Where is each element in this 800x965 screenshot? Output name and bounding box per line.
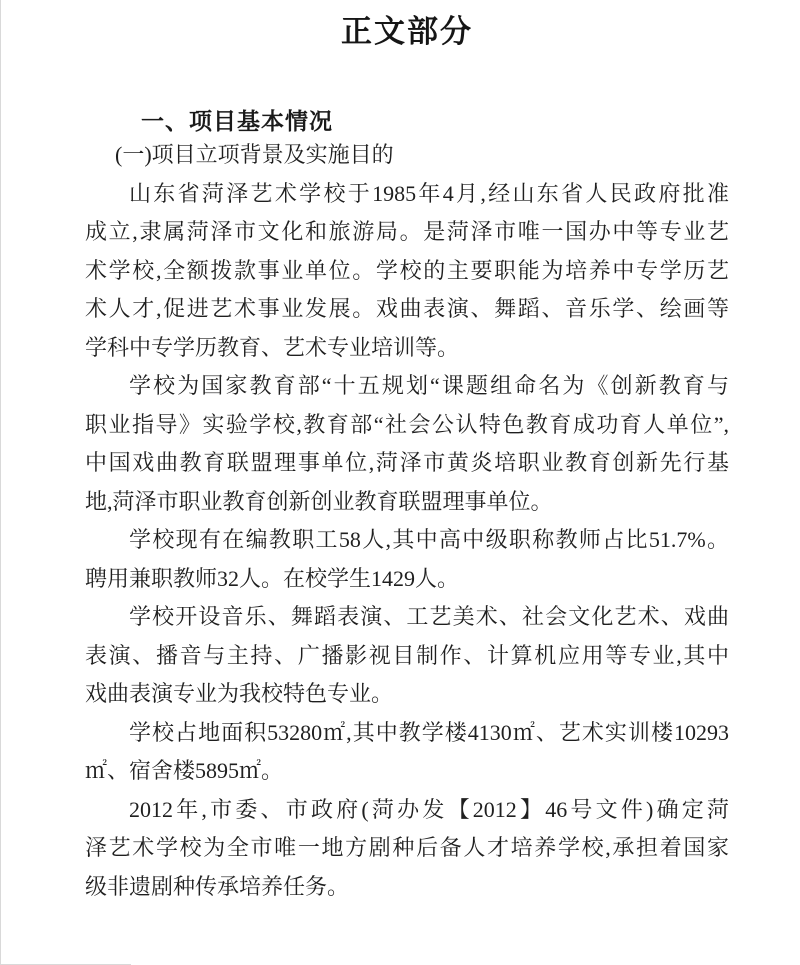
section-heading: 一、项目基本情况 [141,108,333,134]
paragraph-line: 山东省菏泽艺术学校于1985年4月,经山东省人民政府批准 [129,180,729,206]
subsection-heading: (一)项目立项背景及实施目的 [115,142,394,167]
paragraph [85,521,729,598]
paragraph-line: 学科中专学历教育、艺术专业培训等。 [85,334,460,360]
document-body [85,175,729,907]
paragraph-line: 级非遗剧种传承培养任务。 [85,873,350,899]
paragraph-line: 聘用兼职教师32人。在校学生1429人。 [85,565,460,591]
page-title: 正文部分 [341,14,473,49]
paragraph [85,598,729,714]
paragraph-line: 学校现有在编教职工58人,其中高中级职称教师占比51.7%。 [129,527,729,552]
paragraph-line: 术学校,全额拨款事业单位。学校的主要职能为培养中专学历艺 [85,257,729,283]
paragraph-line: 中国戏曲教育联盟理事单位,菏泽市黄炎培职业教育创新先行基 [85,450,729,475]
paragraph [85,714,729,791]
paragraph-line: 泽艺术学校为全市唯一地方剧种后备人才培养学校,承担着国家 [85,835,729,860]
paragraph-line: 学校为国家教育部“十五规划“课题组命名为《创新教育与 [129,373,729,398]
paragraph-line: ㎡、宿舍楼5895㎡。 [85,758,284,783]
paragraph [85,791,729,907]
paragraph-line: 学校开设音乐、舞蹈表演、工艺美术、社会文化艺术、戏曲 [129,604,729,629]
paragraph-line: 学校占地面积53280㎡,其中教学楼4130㎡、艺术实训楼10293 [129,719,729,745]
paragraph-line: 职业指导》实验学校,教育部“社会公认特色教育成功育人单位”, [85,411,729,437]
paragraph [85,367,729,521]
paragraph-line: 术人才,促进艺术事业发展。戏曲表演、舞蹈、音乐学、绘画等 [85,296,729,321]
paragraph-line: 2012年,市委、市政府(菏办发【2012】46号文件)确定菏 [129,796,729,822]
paragraph [85,175,729,368]
paragraph-line: 表演、播音与主持、广播影视目制作、计算机应用等专业,其中 [85,642,729,668]
paragraph-line: 成立,隶属菏泽市文化和旅游局。是菏泽市唯一国办中等专业艺 [85,219,729,244]
document-content [85,0,729,906]
paragraph-line: 戏曲表演专业为我校特色专业。 [85,681,394,706]
paragraph-line: 地,菏泽市职业教育创新创业教育联盟理事单位。 [85,488,553,514]
